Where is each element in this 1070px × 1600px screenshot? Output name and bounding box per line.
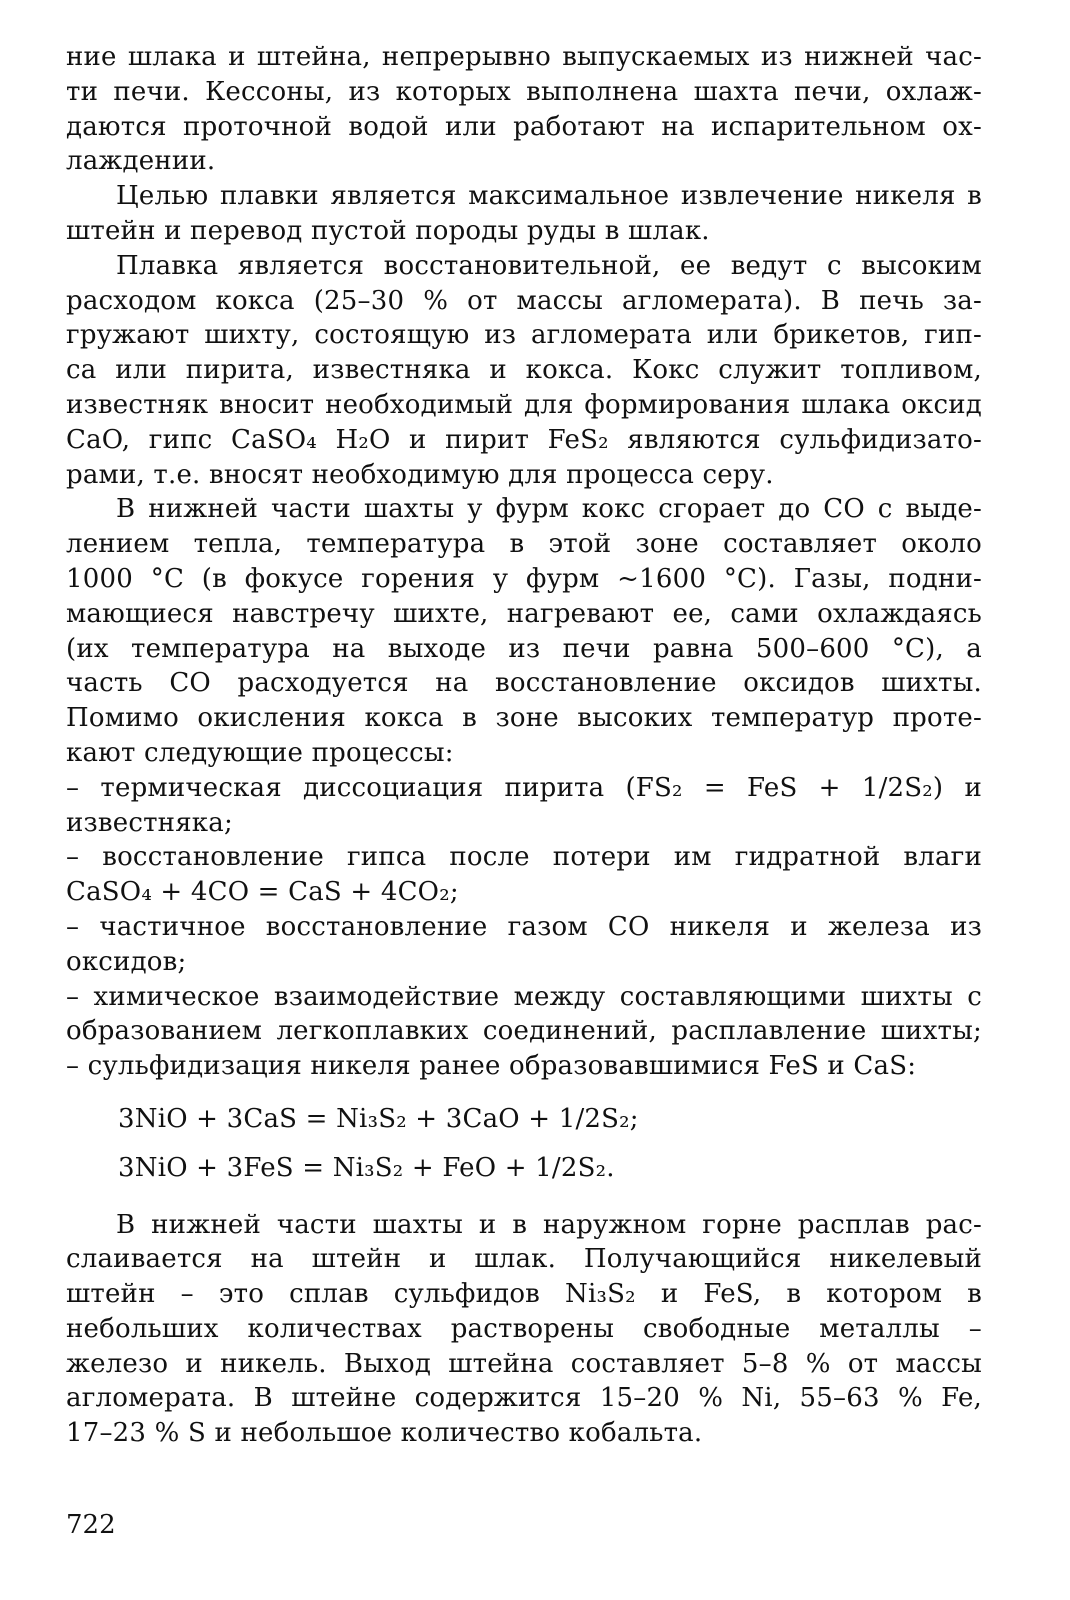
text-line: Плавка является восстановительной, ее ведут с высоким [116,250,982,281]
page-number: 722 [66,1510,116,1540]
text-line: оксидов; [66,946,187,977]
text-line: слаивается на штейн и шлак. Получающийся никелевый [66,1244,982,1275]
text-line: гружают шихту, состоящую из агломерата или брикетов, гип- [66,320,982,351]
chemical-equation: 3NiO + 3FeS = Ni₃S₂ + FeO + 1/2S₂. [118,1152,615,1183]
body-paragraphs [66,40,982,1084]
text-line: штейн и перевод пустой породы руды в шлак. [66,215,710,246]
text-line: (их температура на выходе из печи равна 500–600 °C), а [66,633,982,664]
text-line: В нижней части шахты у фурм кокс сгорает до CO с выде- [116,494,982,525]
text-line: – химическое взаимодействие между составляющими шихты с [66,981,982,1012]
final-paragraph [66,1208,982,1452]
text-line: рами, т.е. вносят необходимую для процесса серу. [66,459,774,490]
text-line: известняк вносит необходимый для формирования шлака оксид [66,389,982,420]
text-line: ти печи. Кессоны, из которых выполнена шахта печи, охлаж- [66,76,982,107]
equations-block [66,1102,982,1186]
text-line: расходом кокса (25–30 % от массы агломерата). В печь за- [66,285,982,316]
text-line: CaO, гипс CaSO₄ H₂O и пирит FeS₂ являются сульфидизато- [66,424,982,455]
text-line: часть CO расходуется на восстановление оксидов шихты. [66,668,982,699]
text-line: Целью плавки является максимальное извлечение никеля в [116,181,982,212]
text-line: известняка; [66,807,233,838]
text-line: мающиеся навстречу шихте, нагревают ее, сами охлаждаясь [66,598,982,629]
body-text-block [66,40,982,1451]
text-line: лением тепла, температура в этой зоне составляет около [66,529,982,560]
text-line: небольших количествах растворены свободные металлы – [66,1313,982,1344]
text-line: CaSO₄ + 4CO = CaS + 4CO₂; [66,877,459,908]
text-line: – термическая диссоциация пирита (FS₂ = FeS + 1/2S₂) и [66,772,982,803]
text-line: железо и никель. Выход штейна составляет 5–8 % от массы [66,1348,982,1379]
text-line: – сульфидизация никеля ранее образовавшимися FeS и CaS: [66,1051,917,1082]
text-line: лаждении. [66,146,216,177]
text-line: 1000 °C (в фокусе горения у фурм ~1600 °C). Газы, подни- [66,563,982,594]
text-line: даются проточной водой или работают на испарительном ох- [66,111,982,142]
text-line: – частичное восстановление газом CO никеля и железа из [66,911,982,942]
text-line: образованием легкоплавких соединений, расплавление шихты; [66,1016,982,1047]
text-line: Помимо окисления кокса в зоне высоких температур проте- [66,703,982,734]
text-line: 17–23 % S и небольшое количество кобальта. [66,1418,703,1449]
text-line: В нижней части шахты и в наружном горне расплав рас- [116,1209,982,1240]
chemical-equation: 3NiO + 3CaS = Ni₃S₂ + 3CaO + 1/2S₂; [118,1103,639,1134]
text-line: агломерата. В штейне содержится 15–20 % Ni, 55–63 % Fe, [66,1383,982,1414]
text-line: са или пирита, известняка и кокса. Кокс служит топливом, [66,355,982,386]
text-line: ние шлака и штейна, непрерывно выпускаемых из нижней час- [66,42,982,72]
text-line: – восстановление гипса после потери им гидратной влаги [66,842,982,873]
text-line: штейн – это сплав сульфидов Ni₃S₂ и FeS, в котором в [66,1279,982,1310]
text-line: кают следующие процессы: [66,737,454,768]
